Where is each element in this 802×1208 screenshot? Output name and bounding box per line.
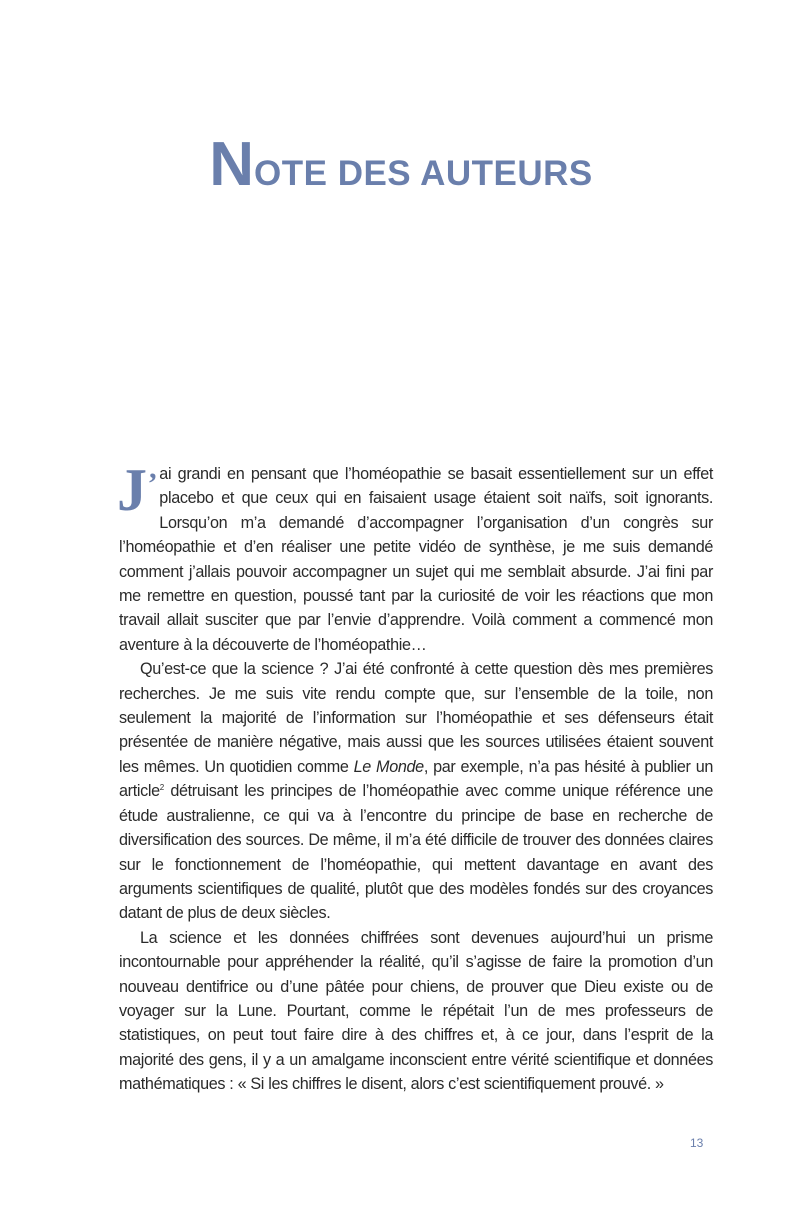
newspaper-title: Le Monde (353, 757, 424, 776)
paragraph-2-text-a: Qu’est-ce que la science ? J’ai été confronté à cette question dès mes premières recherches. Je me suis vite rendu compte que, sur l’ensemble de la toile, non seulement la majorité de l’information sur l’homéopathie et ses défenseurs était présentée de manière négative, mais aussi que les sources utilisées étaient souvent les mêmes. Un quotidien comme (119, 660, 713, 776)
paragraph-2-text-b: , par exemple, n’a pas hésité à publier un article (119, 757, 714, 801)
drop-cap-letter: J (117, 457, 147, 523)
footnote-marker[interactable]: 2 (159, 783, 164, 793)
chapter-title (0, 130, 802, 199)
paragraph-2-text-c: détruisant les principes de l’homéopathie avec comme unique référence une étude australienne, ce qui va à l’encontre du principe de base en recherche de diversification des sources. De même, il m’a été difficile de trouver des données claires sur le fonctionnement de l’homéopathie, qui mettent davantage en avant des arguments scientifiques de qualité, plutôt que des modèles fondés sur des croyances datant de plus de deux siècles. (119, 782, 713, 923)
title-rest: OTE DES AUTEURS (254, 154, 593, 193)
drop-cap-apostrophe: ’ (147, 467, 158, 500)
paragraph-3 (119, 926, 713, 1097)
title-initial: N (209, 130, 255, 199)
paragraph-1-text: ai grandi en pensant que l’homéopathie se basait essentiellement sur un effet placebo et que ceux qui en faisaient usage étaient soit naïfs, soit ignorants. Lorsqu’on m’a demandé d’accompagner l’organisation d’un congrès sur l’homéopathie et d’en réaliser une petite vidéo de synthèse, je me suis demandé comment j’allais pouvoir accompagner un sujet qui me semblait absurde. J’ai fini par me remettre en question, poussé tant par la curiosité de voir les réactions que mon travail allait susciter que par l’envie d’apprendre. Voilà comment a commencé mon aventure à la découverte de l’homéopathie… (119, 465, 713, 654)
drop-cap (117, 457, 158, 523)
paragraph-2 (119, 657, 713, 925)
paragraph-3-text: La science et les données chiffrées sont devenues aujourd’hui un prisme incontournable pour appréhender la réalité, qu’il s’agisse de faire la promotion d’un nouveau dentifrice ou d’une pâtée pour chiens, de prouver que Dieu existe ou de voyager sur la Lune. Pourtant, comme le répétait l’un de mes professeurs de statistiques, on peut tout faire dire à des chiffres et, à ce jour, dans l’esprit de la majorité des gens, il y a un amalgame inconscient entre vérité scientifique et données mathématiques : « Si les chiffres le disent, alors c’est scientifiquement prouvé. » (119, 928, 713, 1094)
paragraph-1 (117, 457, 713, 657)
page-number: 13 (690, 1136, 704, 1150)
body-text (117, 457, 714, 1097)
